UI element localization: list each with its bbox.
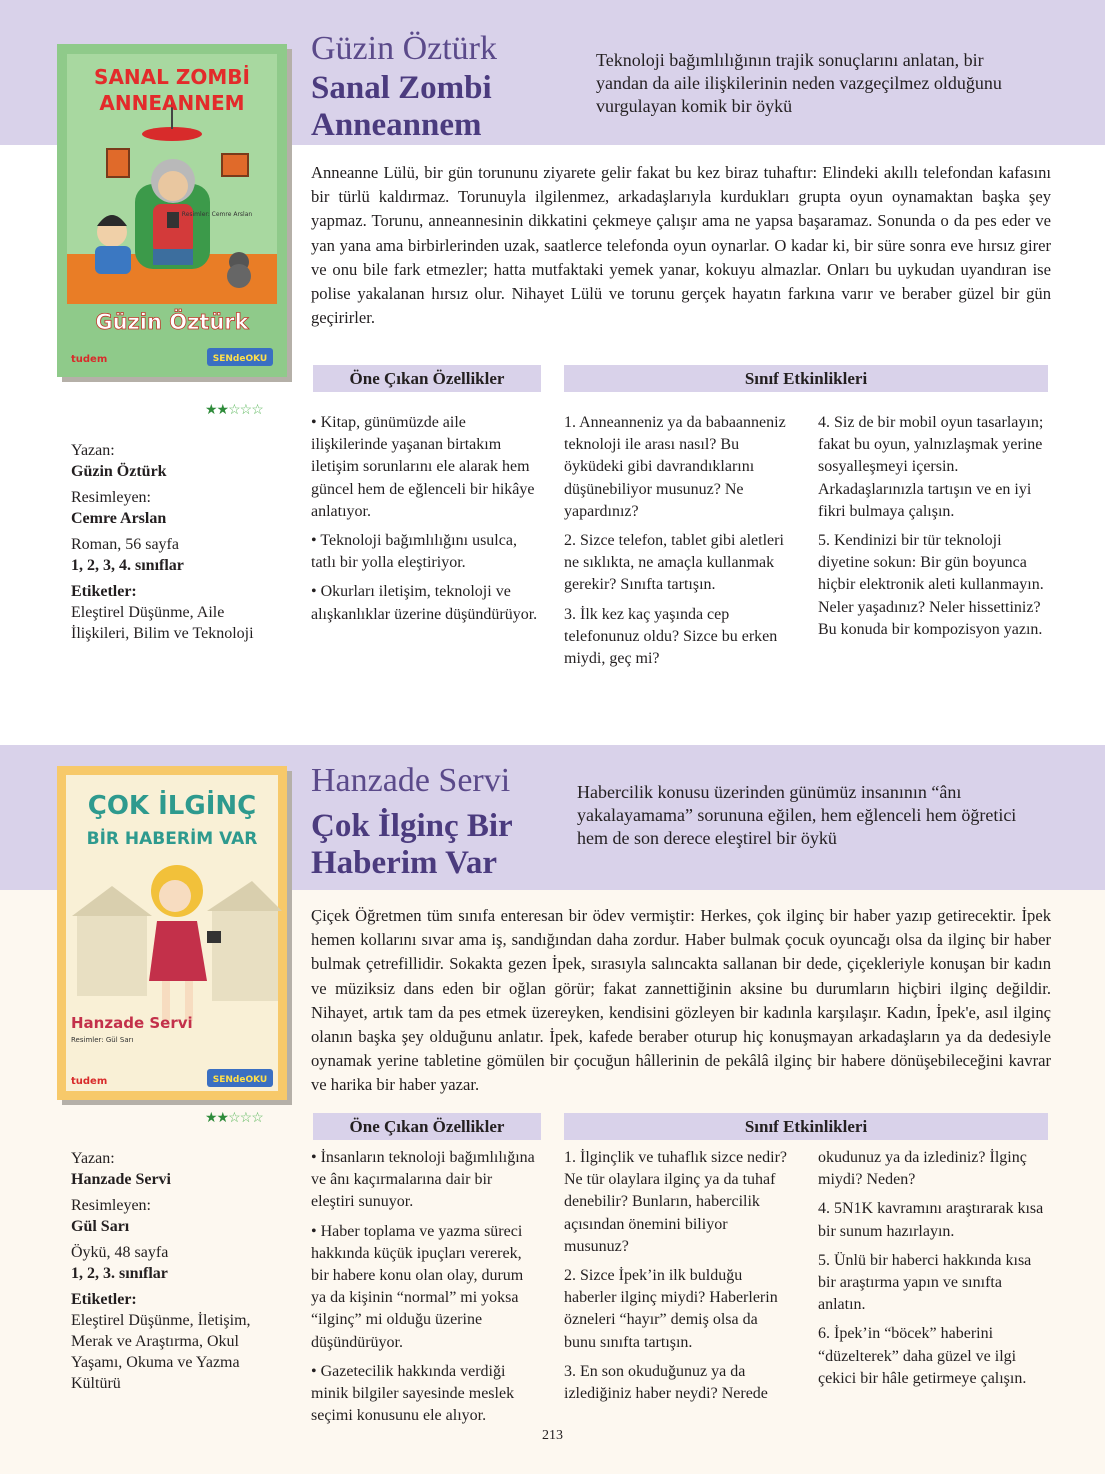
meta-grades: 1, 2, 3, 4. sınıflar <box>71 557 184 574</box>
cover-title-line2: BİR HABERİM VAR <box>86 829 258 849</box>
activities-list-col2 <box>818 1147 1050 1397</box>
feature-item: • İnsanların teknoloji bağımlılığına ve ânı kaçırmalarına dair bir eleştiri sunuyor. <box>311 1149 535 1211</box>
meta-tags-value: Eleştirel Düşünme, Aile İlişkileri, Bilim ve Teknoloji <box>71 604 254 642</box>
difficulty-rating <box>205 1112 263 1126</box>
book-summary: Çiçek Öğretmen tüm sınıfa enteresan bir ödev vermiştir: Herkes, çok ilginç bir haber yazıp getirecektir. İpek hemen kollarını sıvar ama iş, sandığından daha zordur. Haber bulmak çocuk oyuncağı olsa da ilginç bir haber bulmak çetrefillidir. Sokakta gezen İpek, sırasıyla salıncakta sallanan bir dede, çiçekleriyle konuşan bir kadın ve müziksiz dans eden bir oğlan görür; fakat zannettiğinin aksine bu durumların hiçbiri ilginç değildir. Nihayet, artık tam da pes etmek üzereyken, kendisini gözleyen bir kadınla karşılaşır. Kadın, İpek'e, asıl ilginç olanın başka şey olduğunu anlatır. İpek, kafede beraber oturup hiç konuşmayan arkadaşların ya da dedesiyle oynamak yerine tabletine gömülen bir çocuğun hâllerinin de pekâlâ ilginç bir habere dönüşebileceğini kavrar ve harika bir haber yazar. <box>311 906 1051 1095</box>
feature-item: • Gazetecilik hakkında verdiği minik bilgiler sayesinde meslek seçimi konusunu ele alıyor. <box>311 1362 515 1425</box>
cover-author: Hanzade Servi <box>71 1014 193 1032</box>
cover-title-line1: ÇOK İLGİNÇ <box>87 791 257 821</box>
activity-item: 6. İpek’in “böcek” haberini “düzelterek” daha güzel ve ilgi çekici bir hâle getirmeye çalışın. <box>818 1325 1027 1387</box>
cover-publisher: tudem <box>71 354 108 365</box>
book-cover-2-illustration <box>57 766 287 1100</box>
meta-tags-value: Eleştirel Düşünme, İletişim, Merak ve Araştırma, Okul Yaşamı, Okuma ve Yazma Kültürü <box>71 1312 251 1392</box>
star-empty-icon: ☆☆☆ <box>228 1111 263 1126</box>
book-author-heading: Güzin Öztürk <box>311 30 498 67</box>
cover-title-line2: ANNEANNEM <box>99 91 245 115</box>
cover-illustrator: Resimler: Cemre Arslan <box>181 211 253 218</box>
features-list <box>311 1147 539 1434</box>
book-meta <box>71 1148 286 1394</box>
book-cover-2 <box>57 766 287 1100</box>
feature-item: • Kitap, günümüzde aile ilişkilerinde yaşanan birtakım iletişim sorunlarını ele alarak hem güncel hem de eğlenceli bir hikâye anlatıyor. <box>311 414 535 520</box>
activity-item: 1. İlginçlik ve tuhaflık sizce nedir? Ne tür olaylara ilginç ya da tuhaf denebilir? Bunların, habercilik açısından önemini biliyor musunuz? <box>564 1149 788 1255</box>
activity-item: 1. Anneanneniz ya da babaanneniz teknoloji ile arası nasıl? Bu öyküdeki gibi davrandıklarını düşünebiliyor musunuz? Ne yapardınız? <box>564 414 786 520</box>
meta-illustrator-label: Resimleyen: <box>71 489 151 506</box>
activity-item: 5. Ünlü bir haberci hakkında kısa bir araştırma yapın ve sınıfta anlatın. <box>818 1251 1032 1314</box>
activity-item: 4. Siz de bir mobil oyun tasarlayın; fakat bu oyun, yalnızlaşmak yerine sosyalleşmeyi içersin. Arkadaşlarınızla tartışın ve en iyi fikri bulmaya çalışın. <box>818 414 1044 520</box>
activity-item: 2. Sizce İpek’in ilk bulduğu haberler ilginç miydi? Haberlerin özneleri “hayır” demiş olsa da bunu sınıfta tartışın. <box>564 1267 778 1351</box>
book-cover-1 <box>57 44 287 377</box>
meta-tags-label: Etiketler: <box>71 1291 137 1308</box>
book-tagline: Teknoloji bağımlılığının trajik sonuçlarını anlatan, bir yandan da aile ilişkilerinin neden vazgeçilmez olduğunu vurgulayan komik bir öykü <box>596 50 1002 116</box>
meta-illustrator-value: Gül Sarı <box>71 1218 130 1235</box>
activity-item: 5. Kendinizi bir tür teknoloji diyetine sokun: Bir gün boyunca hiçbir elektronik aleti kullanmayın. Neler yaşadınız? Neler hissettiniz? Bu konuda bir kompozisyon yazın. <box>818 532 1044 638</box>
features-heading: Öne Çıkan Özellikler <box>313 365 541 392</box>
activity-item: 3. En son okuduğunuz ya da izlediğiniz haber neydi? Nerede <box>564 1362 768 1403</box>
book-author-heading: Hanzade Servi <box>311 762 511 799</box>
cover-author: Güzin Öztürk <box>95 310 249 334</box>
activities-list-col1 <box>564 412 792 677</box>
features-list <box>311 412 539 633</box>
book-title: Çok İlginç Bir Haberim Var <box>311 808 513 881</box>
meta-format: Öykü, 48 sayfa <box>71 1244 169 1261</box>
feature-item: • Haber toplama ve yazma süreci hakkında küçük ipuçları vererek, bir habere konu olan olay, durum ya da kişinin “normal” mi yoksa “ilginç” mi olduğu üzerine düşündürüyor. <box>311 1222 524 1351</box>
book-summary: Anneanne Lülü, bir gün torununu ziyarete gelir fakat bu kez biraz tuhaftır: Elindeki akıllı telefondan kafasını bir türlü kaldırmaz. Torunuyla ilgilenmez, arkadaşlarıyla kurdukları grupta oyun oynamaktan başka şey yapmaz. Torunu, anneannesinin dikkatini çekmeye çalışır ama ne yapsa başaramaz. Sonunda o da pes eder ve yan yana ama birbirlerinden uzak, saatlerce telefonda oyun oynarlar. O kadar ki, bir süre sonra eve hırsız girer ve onu bile fark etmezler; hatta mutfaktaki yemek yanar, kokuyu almazlar. Onları bu uykudan uyandıran ise polise yakalanan hırsız olur. Nihayet Lülü ve torunu gerçek hayatın farkına varır ve beraber güzel bir gün geçirirler. <box>311 163 1051 328</box>
activity-item: 3. İlk kez kaç yaşında cep telefonunuz oldu? Sizce bu erken miydi, geç mi? <box>564 605 778 668</box>
meta-author-label: Yazan: <box>71 1150 115 1167</box>
cover-publisher: tudem <box>71 1076 108 1087</box>
book-tagline: Habercilik konusu üzerinden günümüz insanının “ânı yakalayamama” sorununa eğilen, hem eğlenceli hem öğretici hem de son derece eleştirel bir öykü <box>577 782 1017 848</box>
meta-format: Roman, 56 sayfa <box>71 536 179 553</box>
difficulty-rating <box>205 404 263 418</box>
activities-list-col2 <box>818 412 1050 648</box>
book-cover-1-illustration <box>57 44 287 377</box>
cover-series-logo: SENdeOKU <box>212 354 268 364</box>
star-filled-icon: ★★ <box>205 403 229 418</box>
activity-item: 2. Sizce telefon, tablet gibi aletleri ne sıklıkta, ne amaçla kullanmak gerekir? Sınıfta tartışın. <box>564 532 784 594</box>
meta-illustrator-value: Cemre Arslan <box>71 510 167 527</box>
cover-series-logo: SENdeOKU <box>212 1075 268 1085</box>
book-title: Sanal Zombi Anneannem <box>311 70 492 143</box>
activity-item: 4. 5N1K kavramını araştırarak kısa bir sunum hazırlayın. <box>818 1200 1044 1240</box>
activities-heading: Sınıf Etkinlikleri <box>564 1113 1048 1140</box>
activities-list-col1 <box>564 1147 792 1412</box>
feature-item: • Teknoloji bağımlılığını usulca, tatlı bir yolla eleştiriyor. <box>311 532 517 572</box>
star-empty-icon: ☆☆☆ <box>228 403 263 418</box>
book-meta <box>71 440 286 644</box>
cover-title-line1: SANAL ZOMBİ <box>94 65 250 89</box>
feature-item: • Okurları iletişim, teknoloji ve alışkanlıklar üzerine düşündürüyor. <box>311 583 538 623</box>
meta-author-value: Güzin Öztürk <box>71 463 167 480</box>
meta-illustrator-label: Resimleyen: <box>71 1197 151 1214</box>
meta-grades: 1, 2, 3. sınıflar <box>71 1265 168 1282</box>
page-number: 213 <box>542 1428 563 1443</box>
cover-illustrator: Resimler: Gül Sarı <box>71 1036 134 1044</box>
activity-item: okudunuz ya da izlediniz? İlginç miydi? Neden? <box>818 1149 1027 1189</box>
meta-author-label: Yazan: <box>71 442 115 459</box>
meta-tags-label: Etiketler: <box>71 583 137 600</box>
features-heading: Öne Çıkan Özellikler <box>313 1113 541 1140</box>
star-filled-icon: ★★ <box>205 1111 229 1126</box>
activities-heading: Sınıf Etkinlikleri <box>564 365 1048 392</box>
meta-author-value: Hanzade Servi <box>71 1171 171 1188</box>
